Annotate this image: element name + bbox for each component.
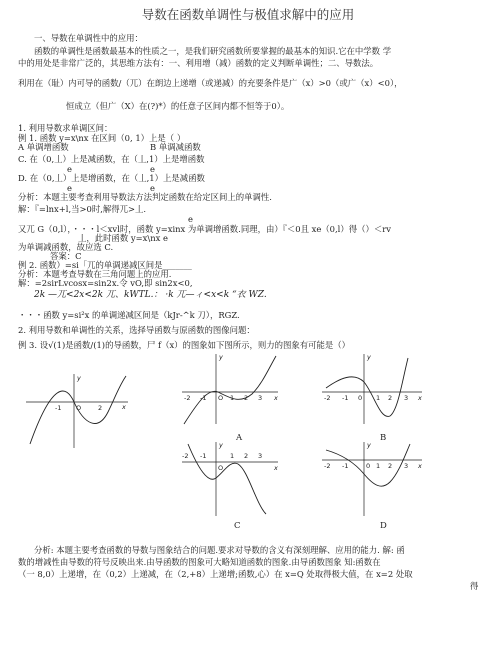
tick-label: -2	[182, 452, 189, 460]
example-2-solution-line-2: 2k —兀<2x<2k 兀、kWTL.： ·k 兀—ィ<x<k “衣 WZ.	[34, 290, 267, 300]
axis-x-label: x	[418, 394, 422, 402]
example-3-analysis-line-3: （一 8,0）上递增，在（0,2）上递减，在（2,+8）上递增;函数,心）在 x=Q 处取得极大值，在 x=2 处取	[18, 569, 413, 579]
tick-label: 0	[358, 394, 363, 402]
example-3-stem: 例 3. 设√(1)是函数/(1)的导函数，尸 f（x）的图象如下图所示，则力的图象有可能是（）	[18, 340, 351, 350]
tick-label: 1	[376, 394, 381, 402]
paragraph-1-line-1: 函数的单调性是函数最基本的性质之一，是我们研究函数所要掌握的最基本的知识.它在中学数 学	[34, 46, 392, 56]
paragraph-1-line-2: 中的用处是非常广泛的，其思维方法有：一、利用增（减）函数的定义判断单调性；二、导数法。	[18, 58, 379, 68]
example-1-option-d: D. 在（0,丄）上是增函数，在（丄,1）上是减函数	[18, 173, 205, 183]
tick-label: 0	[366, 462, 371, 470]
axis-y-label: y	[367, 353, 371, 361]
graph-label-b: B	[380, 433, 387, 443]
tick-label: 1	[230, 452, 235, 460]
fraction-denominator-e: e	[188, 214, 193, 224]
example-2-stem: 例 2. 函数）=si「兀的单调递减区间是_______	[18, 260, 192, 270]
tick-label: -1	[55, 404, 62, 412]
graph-option-c	[178, 440, 283, 520]
tick-label: -2	[184, 394, 191, 402]
graph-option-d	[318, 440, 426, 520]
axis-x-label: x	[274, 394, 278, 402]
paragraph-2: 利用在（耻）内可导的函数/（兀）在朗边上递增（或递减）的充要条件是广（x）>0（或广（x）<0），	[18, 78, 403, 88]
tick-label: 3	[258, 394, 263, 402]
example-3-analysis-line-1: 分析: 本题主要考查函数的导数与图象结合的问题.要求对导数的含义有深刻理解、应用的能力. 解: 函	[34, 545, 405, 555]
document-title: 导数在函数单调性与极值求解中的应用	[141, 7, 355, 22]
tick-label: 2	[388, 462, 393, 470]
tick-label: 1	[376, 462, 381, 470]
graph-option-a	[178, 352, 283, 432]
graph-label-a: A	[236, 433, 243, 443]
graph-option-b	[318, 352, 426, 432]
example-1-solution-line-4: 为单调减函数，故应选 C.	[18, 242, 114, 252]
tick-label: 2	[244, 452, 249, 460]
tick-label: 3	[404, 394, 409, 402]
example-3-analysis-line-2: 数的增减性由导数的符号反映出来.由导函数的图象可大略知道函数的图象.由导函数图象 知:函数在	[18, 557, 381, 567]
tick-label: O	[76, 404, 82, 412]
example-3-analysis-line-4: 得	[470, 581, 479, 591]
tick-label: -1	[200, 394, 207, 402]
item-1-heading: 1. 利用导数求单调区间：	[18, 123, 113, 133]
axis-x-label: x	[274, 464, 278, 472]
tick-label: O	[218, 394, 224, 402]
graph-label-c: C	[234, 521, 241, 531]
tick-label: -2	[324, 462, 331, 470]
tick-label: 1	[230, 394, 235, 402]
fraction-denominator-e: e	[67, 183, 72, 193]
example-1-solution-line-2: 又兀 G（0,l），・・・l＜xvl时，函数 y=xinx 为单调增函数.同理，由）『＜0且 xe（0,l）得（）＜rv	[18, 224, 391, 234]
axis-y-label: y	[219, 353, 223, 361]
item-2-heading: 2. 利用导数和单调性的关系，选择导函数与原函数的图像问题：	[18, 325, 255, 335]
tick-label: 2	[244, 394, 249, 402]
example-1-analysis: 分析：本题主要考查利用导数法方法判定函数在给定区间上的单调性.	[18, 192, 272, 202]
example-1-option-b: B 单调减函数	[150, 142, 201, 152]
fraction-denominator-e: e	[150, 183, 155, 193]
example-1-option-a: A 单调增函数	[18, 142, 69, 152]
tick-label: -2	[324, 394, 331, 402]
tick-label: 3	[404, 462, 409, 470]
example-2-solution-line-3: ・・・函数 y=si²x 的单调递减区间是（kJr-^k 刀），RGZ.	[18, 310, 240, 320]
graph-label-d: D	[380, 521, 387, 531]
axis-x-label: x	[122, 403, 126, 411]
tick-label: 2	[98, 404, 103, 412]
axis-y-label: y	[219, 441, 223, 449]
fraction-denominator-e: e	[150, 164, 155, 174]
example-1-stem: 例 1. 函数 y=x\nx 在区间（0, 1）上是（ ）	[18, 133, 186, 143]
example-1-solution-line-1: 解：『=lnx+l,当>0时,解得兀>丄.	[18, 204, 147, 214]
tick-label: 2	[388, 394, 393, 402]
tick-label: O	[218, 464, 224, 472]
graph-original-function	[22, 372, 132, 450]
example-2-solution-line-1: 解：=2sirLvcosx=sin2x.令 vO,即 sin2x<0,	[18, 278, 193, 288]
tick-label: 3	[258, 452, 263, 460]
paragraph-3: 恒成立（但广（X）在(?)*）的任意子区间内都不恒等于0）。	[66, 101, 290, 111]
example-1-option-c: C. 在（0,丄）上是减函数，在（丄,1）上是增函数	[18, 154, 205, 164]
tick-label: -1	[342, 462, 349, 470]
example-1-solution-line-3: 丄，此时函数 y=x\nx e	[78, 233, 168, 243]
fraction-denominator-e: e	[67, 164, 72, 174]
axis-x-label: x	[418, 462, 422, 470]
axis-y-label: y	[77, 374, 81, 382]
tick-label: -1	[200, 452, 207, 460]
example-2-analysis: 分析：本题考查导数在三角问题上的应用.	[18, 269, 172, 279]
example-1-answer: 答案：C	[50, 251, 82, 261]
tick-label: -1	[342, 394, 349, 402]
axis-y-label: y	[367, 441, 371, 449]
section-heading-1: 一、导数在单调性中的应用：	[34, 33, 143, 43]
